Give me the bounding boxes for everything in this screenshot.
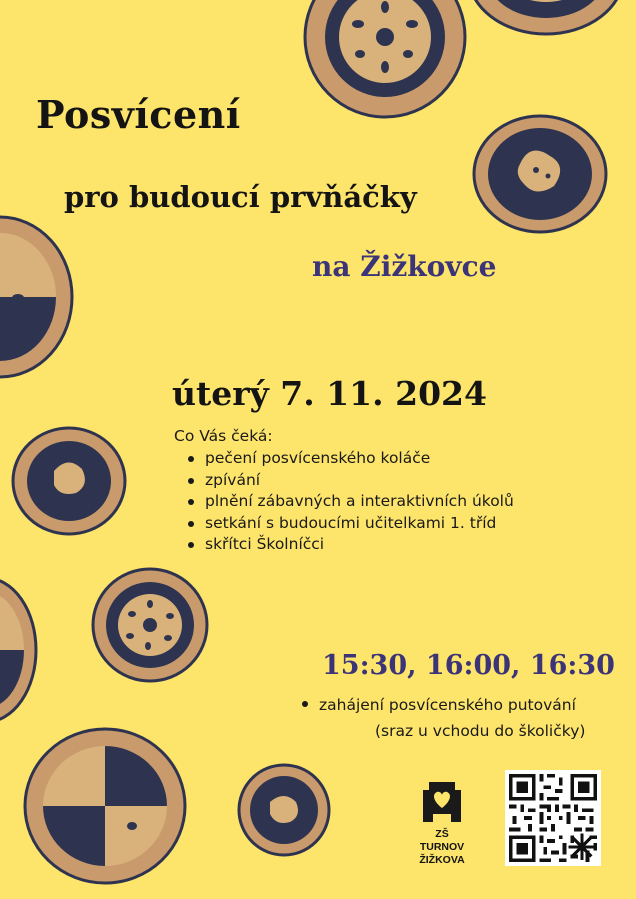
list-item: setkání s budoucími učitelkami 1. tříd bbox=[186, 513, 514, 535]
list-item: skřítci Školníčci bbox=[186, 534, 514, 556]
kolac-right bbox=[470, 112, 610, 237]
kolac-left-edge bbox=[0, 575, 40, 725]
kolac-center-left bbox=[90, 566, 210, 684]
list-item: zpívání bbox=[186, 470, 514, 492]
list-item: pečení posvícenského koláče bbox=[186, 448, 514, 470]
event-times: 15:30, 16:00, 16:30 bbox=[322, 650, 615, 681]
school-name-line-2: ŽIŽKOVA bbox=[419, 854, 465, 866]
school-logo bbox=[412, 778, 472, 867]
heart-arch-logo-icon bbox=[419, 778, 465, 824]
kolac-top-right-partial bbox=[466, 0, 626, 40]
kolac-bottom-center bbox=[236, 762, 332, 858]
school-name-line-1: ZŠ TURNOV bbox=[419, 828, 465, 853]
title-line-1: Posvícení bbox=[36, 92, 241, 137]
qr-code-icon[interactable] bbox=[505, 770, 601, 866]
event-description bbox=[302, 696, 576, 714]
title-line-2: pro budoucí prvňáčky bbox=[64, 180, 417, 214]
event-date: úterý 7. 11. 2024 bbox=[172, 374, 487, 413]
bullet-icon bbox=[302, 701, 308, 707]
program-intro: Co Vás čeká: bbox=[174, 427, 273, 445]
kolac-top-center bbox=[300, 0, 470, 122]
kolac-left-middle bbox=[10, 425, 128, 537]
list-item: plnění zábavných a interaktivních úkolů bbox=[186, 491, 514, 513]
event-meeting-point: (sraz u vchodu do školičky) bbox=[375, 722, 586, 740]
program-list bbox=[186, 448, 514, 556]
title-line-3: na Žižkovce bbox=[312, 250, 497, 283]
event-description-text: zahájení posvícenského putování bbox=[319, 696, 576, 714]
kolac-bottom-left bbox=[22, 726, 188, 886]
kolac-left-top bbox=[0, 212, 76, 382]
